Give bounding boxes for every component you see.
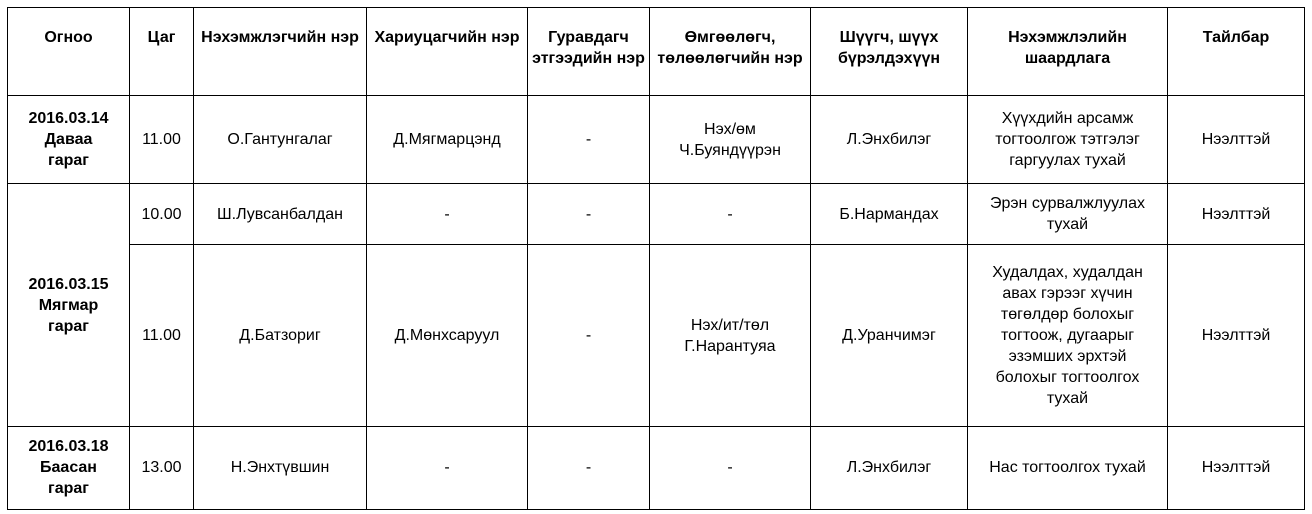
header-time: Цаг <box>130 8 194 96</box>
note-cell: Нээлттэй <box>1168 184 1305 245</box>
header-third-party: Гуравдагч этгээдийн нэр <box>528 8 650 96</box>
table-row <box>8 426 1305 509</box>
header-row <box>8 8 1305 96</box>
defendant-cell: Д.Мягмарцэнд <box>367 96 528 184</box>
date-cell: 2016.03.18 Баасан гараг <box>8 426 130 509</box>
advocate-cell: Нэх/өм Ч.Буяндүүрэн <box>650 96 811 184</box>
time-cell: 10.00 <box>130 184 194 245</box>
defendant-cell: - <box>367 184 528 245</box>
defendant-cell: - <box>367 426 528 509</box>
date-cell: 2016.03.15 Мягмар гараг <box>8 184 130 426</box>
header-claim: Нэхэмжлэлийн шаардлага <box>968 8 1168 96</box>
header-note: Тайлбар <box>1168 8 1305 96</box>
table-row <box>8 245 1305 426</box>
judge-cell: Л.Энхбилэг <box>811 426 968 509</box>
note-cell: Нээлттэй <box>1168 245 1305 426</box>
court-schedule-table <box>7 7 1305 510</box>
table-row <box>8 96 1305 184</box>
plaintiff-cell: Н.Энхтүвшин <box>194 426 367 509</box>
plaintiff-cell: Ш.Лувсанбалдан <box>194 184 367 245</box>
advocate-cell: - <box>650 426 811 509</box>
note-cell: Нээлттэй <box>1168 426 1305 509</box>
advocate-cell: - <box>650 184 811 245</box>
table-row <box>8 184 1305 245</box>
judge-cell: Л.Энхбилэг <box>811 96 968 184</box>
header-plaintiff: Нэхэмжлэгчийн нэр <box>194 8 367 96</box>
claim-cell: Хүүхдийн арсамж тогтоолгож тэтгэлэг гаргуулах тухай <box>968 96 1168 184</box>
header-judge: Шүүгч, шүүх бүрэлдэхүүн <box>811 8 968 96</box>
time-cell: 11.00 <box>130 245 194 426</box>
advocate-cell: Нэх/ит/төл Г.Нарантуяа <box>650 245 811 426</box>
claim-cell: Худалдах, худалдан авах гэрээг хүчин төгөлдөр болохыг тогтоож, дугаарыг эзэмших эрхтэй болохыг тогтоолгох тухай <box>968 245 1168 426</box>
claim-cell: Эрэн сурвалжлуулах тухай <box>968 184 1168 245</box>
plaintiff-cell: О.Гантунгалаг <box>194 96 367 184</box>
note-cell: Нээлттэй <box>1168 96 1305 184</box>
defendant-cell: Д.Мөнхсаруул <box>367 245 528 426</box>
plaintiff-cell: Д.Батзориг <box>194 245 367 426</box>
header-date: Огноо <box>8 8 130 96</box>
date-cell: 2016.03.14 Даваа гараг <box>8 96 130 184</box>
third-party-cell: - <box>528 245 650 426</box>
claim-cell: Нас тогтоолгох тухай <box>968 426 1168 509</box>
third-party-cell: - <box>528 426 650 509</box>
third-party-cell: - <box>528 184 650 245</box>
third-party-cell: - <box>528 96 650 184</box>
time-cell: 11.00 <box>130 96 194 184</box>
header-defendant: Хариуцагчийн нэр <box>367 8 528 96</box>
header-advocate: Өмгөөлөгч, төлөөлөгчийн нэр <box>650 8 811 96</box>
judge-cell: Б.Нармандах <box>811 184 968 245</box>
judge-cell: Д.Уранчимэг <box>811 245 968 426</box>
time-cell: 13.00 <box>130 426 194 509</box>
